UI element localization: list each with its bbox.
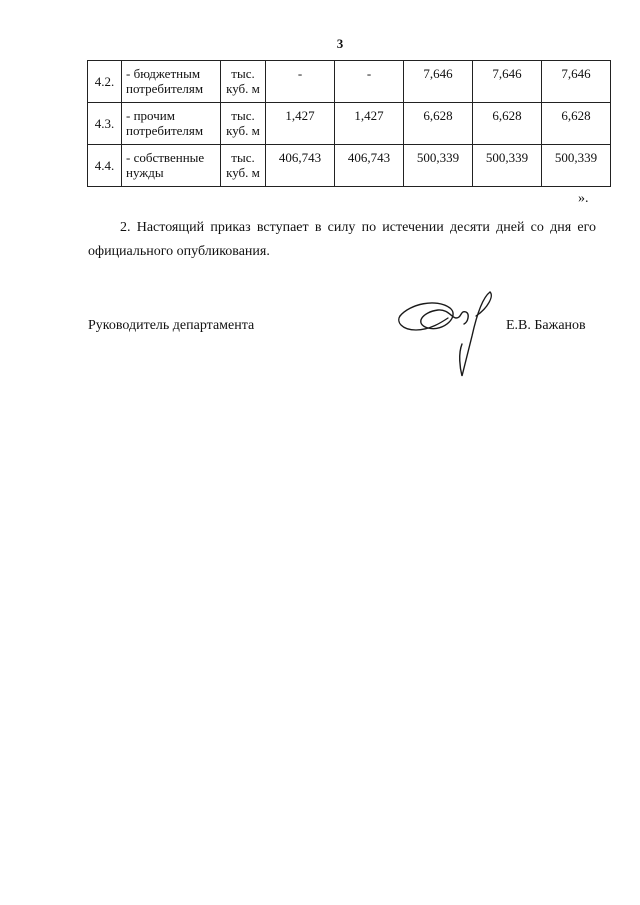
page-number: 3 xyxy=(336,36,344,51)
row-value: 1,427 xyxy=(266,103,335,145)
row-value: 7,646 xyxy=(542,61,611,103)
row-value: - xyxy=(266,61,335,103)
table-row xyxy=(88,61,611,103)
row-unit: тыс. куб. м xyxy=(221,103,266,145)
table-row xyxy=(88,103,611,145)
table-row xyxy=(88,145,611,187)
row-value: 6,628 xyxy=(542,103,611,145)
row-value: 500,339 xyxy=(404,145,473,187)
row-value: 6,628 xyxy=(404,103,473,145)
row-unit: тыс. куб. м xyxy=(221,145,266,187)
handwritten-signature xyxy=(392,288,504,380)
data-table xyxy=(87,60,611,187)
signer-position: Руководитель департамента xyxy=(88,318,255,333)
row-number: 4.4. xyxy=(88,145,122,187)
row-number: 4.2. xyxy=(88,61,122,103)
row-value: 406,743 xyxy=(266,145,335,187)
row-value: 500,339 xyxy=(473,145,542,187)
order-paragraph: 2. Настоящий приказ вступает в силу по истечении десяти дней со дня его официального опубликования. xyxy=(88,220,596,259)
row-unit: тыс. куб. м xyxy=(221,61,266,103)
row-value: 6,628 xyxy=(473,103,542,145)
row-name: - бюджетным потребителям xyxy=(122,61,221,103)
row-value: 500,339 xyxy=(542,145,611,187)
row-value: - xyxy=(335,61,404,103)
row-name: - собственные нужды xyxy=(122,145,221,187)
closing-quote: ». xyxy=(578,191,589,206)
scan-top-edge xyxy=(0,0,640,1)
row-value: 7,646 xyxy=(404,61,473,103)
row-value: 7,646 xyxy=(473,61,542,103)
row-value: 406,743 xyxy=(335,145,404,187)
signer-name: Е.В. Бажанов xyxy=(506,318,586,333)
row-value: 1,427 xyxy=(335,103,404,145)
row-name: - прочим потребителям xyxy=(122,103,221,145)
row-number: 4.3. xyxy=(88,103,122,145)
